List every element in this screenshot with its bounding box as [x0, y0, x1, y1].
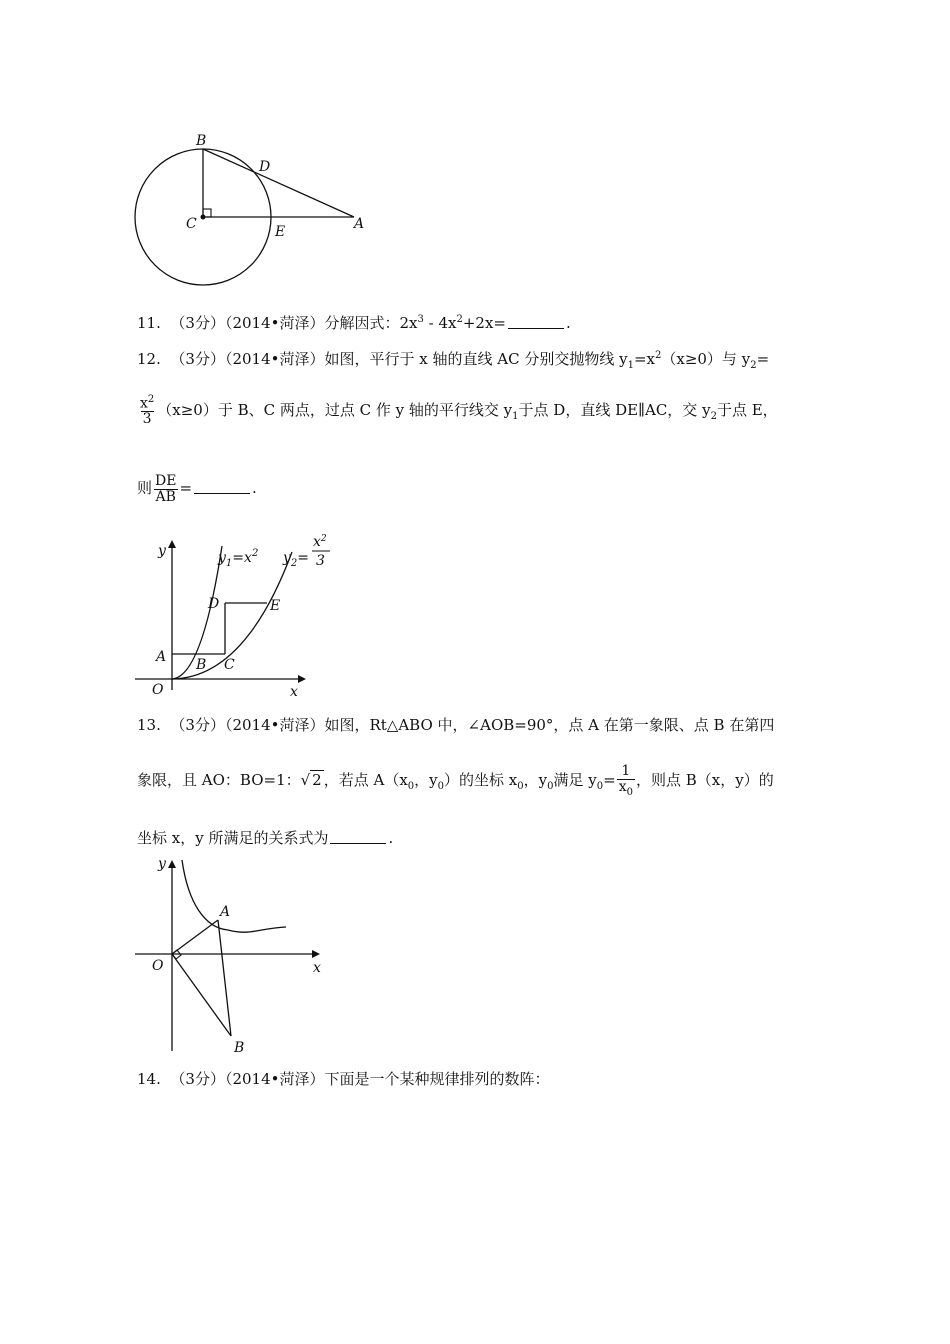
segment-ob: [172, 954, 231, 1036]
segment-oa: [172, 920, 218, 954]
label-c: C: [186, 216, 197, 232]
circle-figure: [128, 128, 378, 293]
label-d: D: [259, 159, 271, 175]
question-13-line-1: 13. （3分）（2014•菏泽）如图，Rt△ABO 中，∠AOB=90°，点 A 在第一象限、点 B 在第四: [137, 716, 775, 734]
question-12-line-2: $\frac{x^2}{3}$ （x≥0）于 B、C 两点，过点 C 作 y 轴的平行线交 $y_1$于点 D，直线 DE∥AC，交 $y_2$于点 E，: [140, 394, 778, 428]
answer-blank: [330, 829, 386, 844]
label-e: E: [270, 598, 281, 614]
sqrt-2: √ 2: [300, 770, 322, 789]
fraction-x2-over-3: $\frac{x^2}{3}$: [140, 394, 155, 428]
fraction-de-over-ab: $\frac{DE}{AB}$: [155, 473, 177, 505]
label-o: O: [152, 682, 164, 698]
fraction-1-over-x0: $\frac{1}{x_0}$: [618, 763, 633, 798]
question-13-line-2: 象限，且 AO：BO=1：√ 2 ，若点 $A(x_0$，$y_0$）的坐标 $x_0$，$y_0$满足 $y_0=$ $\frac{1}{x_0}$ ，则点 B（x，y）的: [137, 763, 774, 798]
label-y: y: [158, 856, 166, 872]
label-y2-den: 3: [316, 553, 325, 569]
label-b: B: [196, 657, 207, 673]
label-b: B: [196, 133, 207, 149]
hyperbola-figure: [130, 848, 340, 1058]
label-o: O: [152, 958, 164, 974]
label-y1: $y_1=x^2$: [218, 548, 259, 569]
question-13-line-3: 坐标 x，y 所满足的关系式为 .: [137, 829, 394, 847]
curve-hyperbola: [182, 860, 286, 932]
x-axis-arrow: [298, 675, 306, 683]
question-11: 11. （3分）（2014•菏泽）分解因式：$2x^3 - 4x^2+2x=$ .: [137, 314, 571, 332]
answer-blank: [508, 314, 564, 329]
label-x: x: [313, 960, 321, 976]
question-12-line-3: 则 $\frac{DE}{AB}$ = .: [137, 473, 257, 505]
label-d: D: [208, 596, 220, 612]
question-12-line-1: 12. （3分）（2014•菏泽）如图，平行于 x 轴的直线 AC 分别交抛物线 $y_1=x^2(x\ge 0)$与 $y_2=$: [137, 350, 770, 371]
label-c: C: [224, 657, 235, 673]
center-point: [201, 215, 206, 220]
y-axis-arrow: [168, 540, 176, 548]
label-a: A: [354, 216, 365, 232]
segment-ab: [218, 920, 231, 1036]
label-y2-num: $x^2$: [313, 534, 327, 550]
answer-blank: [194, 479, 250, 494]
label-x: x: [290, 684, 298, 700]
parabola-figure: [130, 530, 340, 700]
label-a: A: [220, 904, 231, 920]
label-y: y: [158, 543, 166, 559]
x-axis-arrow: [312, 950, 320, 958]
label-y2: $y_2=$: [283, 550, 310, 569]
y-axis-arrow: [168, 860, 176, 868]
segment-ba: [203, 149, 354, 217]
label-b: B: [234, 1040, 245, 1056]
label-e: E: [275, 224, 286, 240]
label-a: A: [156, 649, 167, 665]
question-14: 14. （3分）（2014•菏泽）下面是一个某种规律排列的数阵：: [137, 1070, 550, 1088]
